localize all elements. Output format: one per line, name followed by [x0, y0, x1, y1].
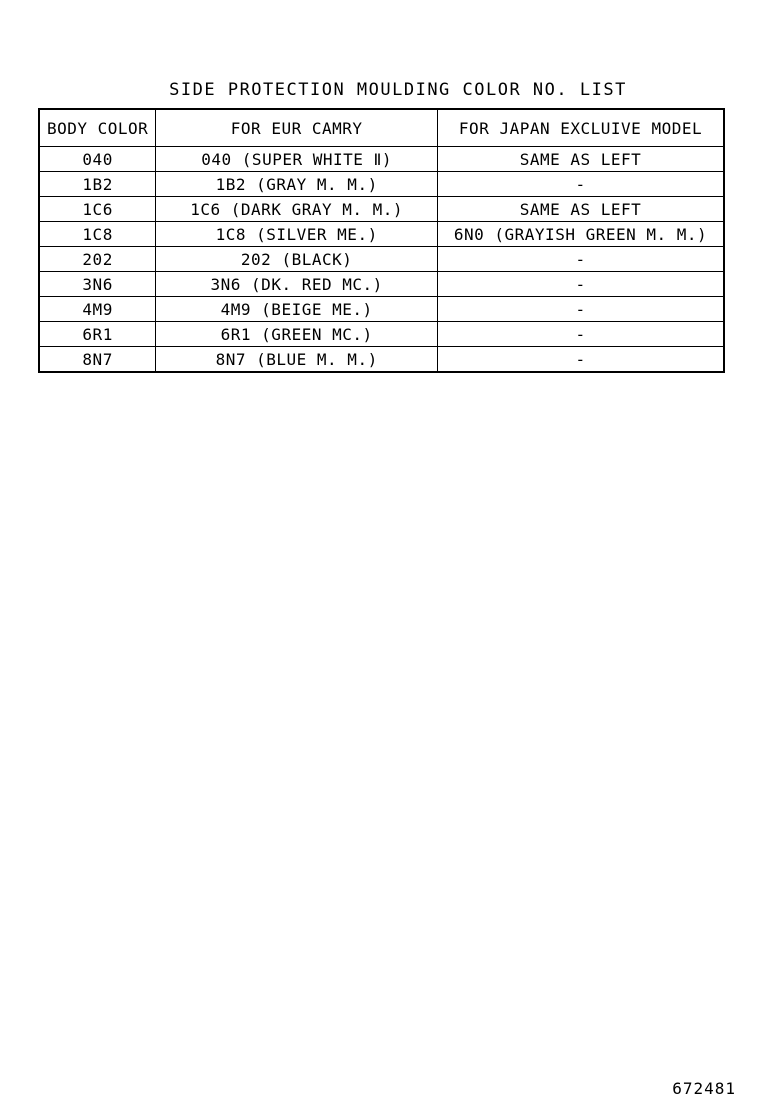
eur-camry-cell: 1C6 (DARK GRAY M. M.) [156, 197, 438, 222]
body-color-cell: 202 [39, 247, 156, 272]
body-color-cell: 040 [39, 147, 156, 172]
japan-model-cell: 6N0 (GRAYISH GREEN M. M.) [438, 222, 724, 247]
header-body-color: BODY COLOR [39, 109, 156, 147]
table-row [39, 197, 724, 222]
color-list-table [38, 108, 725, 373]
eur-camry-cell: 040 (SUPER WHITE Ⅱ) [156, 147, 438, 172]
table-row [39, 322, 724, 347]
body-color-cell: 1C8 [39, 222, 156, 247]
japan-model-cell: SAME AS LEFT [438, 147, 724, 172]
japan-model-cell: SAME AS LEFT [438, 197, 724, 222]
table-row [39, 247, 724, 272]
eur-camry-cell: 6R1 (GREEN MC.) [156, 322, 438, 347]
japan-model-cell: - [438, 322, 724, 347]
table-title: SIDE PROTECTION MOULDING COLOR NO. LIST [169, 80, 627, 100]
eur-camry-cell: 1C8 (SILVER ME.) [156, 222, 438, 247]
table-row [39, 222, 724, 247]
table-row [39, 347, 724, 373]
body-color-cell: 3N6 [39, 272, 156, 297]
eur-camry-cell: 8N7 (BLUE M. M.) [156, 347, 438, 373]
header-japan-model: FOR JAPAN EXCLUIVE MODEL [438, 109, 724, 147]
japan-model-cell: - [438, 347, 724, 373]
table-row [39, 147, 724, 172]
body-color-cell: 6R1 [39, 322, 156, 347]
eur-camry-cell: 202 (BLACK) [156, 247, 438, 272]
body-color-cell: 1B2 [39, 172, 156, 197]
japan-model-cell: - [438, 247, 724, 272]
table-row [39, 297, 724, 322]
japan-model-cell: - [438, 172, 724, 197]
header-row [39, 109, 724, 147]
body-color-cell: 4M9 [39, 297, 156, 322]
eur-camry-cell: 1B2 (GRAY M. M.) [156, 172, 438, 197]
eur-camry-cell: 4M9 (BEIGE ME.) [156, 297, 438, 322]
japan-model-cell: - [438, 297, 724, 322]
header-eur-camry: FOR EUR CAMRY [156, 109, 438, 147]
japan-model-cell: - [438, 272, 724, 297]
table-row [39, 272, 724, 297]
table-row [39, 172, 724, 197]
document-number: 672481 [672, 1079, 736, 1098]
body-color-cell: 1C6 [39, 197, 156, 222]
body-color-cell: 8N7 [39, 347, 156, 373]
eur-camry-cell: 3N6 (DK. RED MC.) [156, 272, 438, 297]
